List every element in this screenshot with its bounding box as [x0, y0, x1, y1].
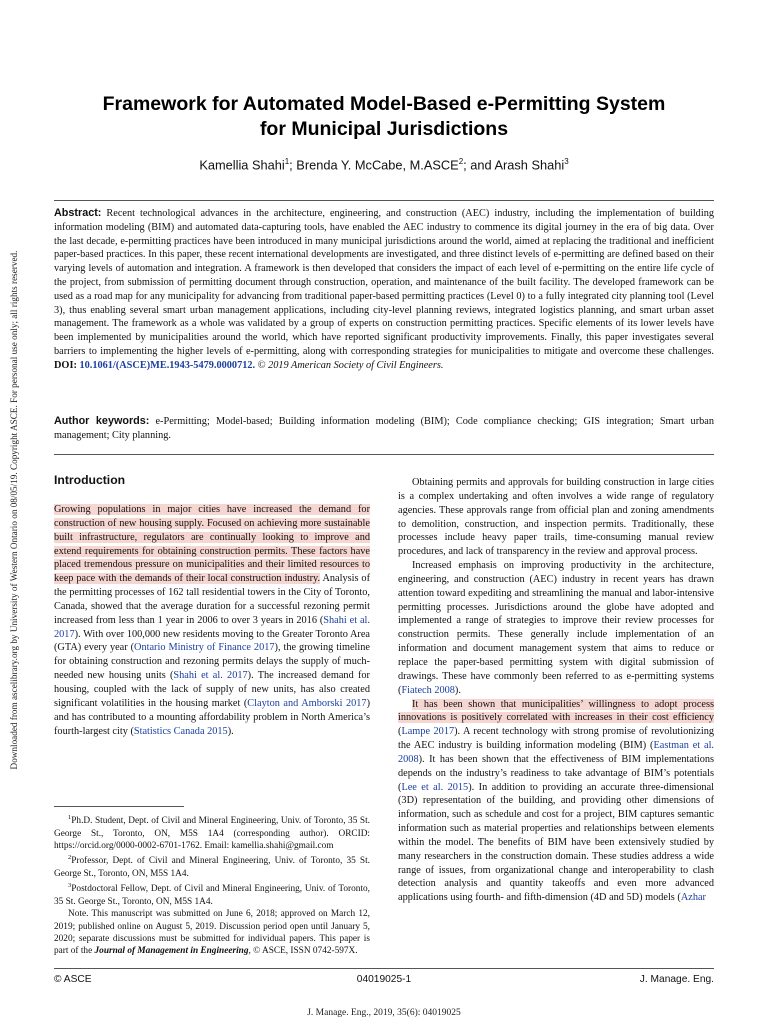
body-text: ). [227, 725, 234, 737]
bottom-citation: J. Manage. Eng., 2019, 35(6): 04019025 [307, 1008, 461, 1018]
author-separator: ; [289, 157, 297, 173]
footnote-marker: 2 [68, 854, 72, 862]
right-column-body [398, 476, 714, 905]
body-text: ). In addition to providing an accurate three-dimensional (3D) representation of the building, and providing other dimensions of information, such as schedule and cost for a project, BIM captures semantic information such as material properties and relationships between elements within the model. The benefits of BIM have been extensively studied by many researchers in the construction domain. These studies address a wide range of issues, from organizational change and interoperability to clash detection analysis and quantity takeoffs and even more advanced applications using fourth- and fifth-dimension (4D and 5D) models ( [398, 781, 715, 904]
citation-link[interactable]: Shahi et al. 2017 [54, 614, 370, 640]
author-name: Brenda Y. McCabe, M.ASCE [296, 157, 459, 173]
footnote-marker: 3 [68, 882, 72, 890]
author-affiliation-marker: 2 [458, 157, 464, 166]
citation-link[interactable]: Fiatech 2008 [401, 684, 455, 696]
footnote-text: Postdoctoral Fellow, Dept. of Civil and Mineral Engineering, Univ. of Toronto, 35 St. George St., Toronto, ON, M5S 1A4. [54, 884, 370, 907]
author-affiliation-marker: 1 [284, 157, 290, 166]
footer-journal-abbrev: J. Manage. Eng. [639, 974, 714, 985]
footnote-rule [54, 806, 184, 807]
body-text: ) and has contributed to a mounting affordability problem in North America’s fourth-largest city ( [54, 697, 370, 737]
citation-link[interactable]: Lee et al. 2015 [401, 781, 469, 793]
body-text: ). It has been shown that the effectiveness of BIM implementations depends on the industry’s readiness to take advantage of BIM’s potentials ( [398, 753, 714, 793]
copyright-notice: © 2019 American Society of Civil Engineers. [257, 359, 444, 371]
citation-link[interactable]: Eastman et al. 2008 [398, 740, 715, 765]
journal-name: Journal of Management in Engineering [94, 946, 249, 957]
body-text: Increased emphasis on improving productivity in the architecture, engineering, and construction (AEC) industry in recent years has drawn attention toward expediting and streamlining the manual and labor-intensive permitting processes. Jurisdictions around the globe have adopted and implemented a range of strategies to improve their review processes for construction permits. These generally include implementation of an information and document management system that aims to reduce or replace the paper-based permitting system with digital submission of drawings. These have commonly been referred to as e-permitting systems ( [398, 560, 714, 696]
citation-link[interactable]: Clayton and Amborski 2017 [247, 697, 367, 709]
doi-link[interactable]: 10.1061/(ASCE)ME.1943-5479.0000712. [79, 359, 256, 371]
left-column-body [54, 503, 370, 738]
citation-link[interactable]: Ontario Ministry of Finance 2017 [134, 642, 275, 654]
abstract-top-rule [54, 200, 714, 201]
body-text: ). The increased demand for housing, coupled with the lack of supply of new units, has also created significant volatilities in the housing market ( [54, 670, 370, 709]
author-name: Kamellia Shahi [199, 157, 285, 173]
keywords-label: Author keywords: [54, 415, 150, 427]
footer-rule [54, 968, 714, 969]
body-text: ). A recent technology with strong promise of revolutionizing the AEC industry is building information modeling (BIM) ( [398, 726, 714, 752]
download-notice-sidebar [0, 200, 18, 820]
footnote-text: Professor, Dept. of Civil and Mineral Engineering, Univ. of Toronto, 35 St. George St., Toronto, ON, M5S 1A4. [54, 856, 370, 879]
citation-link[interactable]: Shahi et al. 2017 [173, 670, 248, 682]
body-text: ). [454, 684, 461, 696]
citation-link[interactable]: Azhar [680, 892, 706, 904]
footnotes [54, 812, 370, 958]
author-keywords [54, 415, 714, 443]
body-text: ). With over 100,000 new residents moving to the Greater Toronto Area (GTA) every year ( [54, 628, 370, 654]
body-text: Analysis of the permitting processes of 162 tall residential towers in the City of Toronto, Canada, showed that the average duration for a successful rezoning permit increased from less than 1 year in 2006 to over 3 years in 2016 ( [54, 573, 371, 626]
title-line-1: Framework for Automated Model-Based e-Permitting System [102, 93, 666, 115]
footer-article-number: 04019025-1 [356, 974, 412, 985]
submission-note: Note. This manuscript was submitted on June 6, 2018; approved on March 12, 2019; published online on August 5, 2019. Discussion period open until January 5, 2020; separate discussions must be submitted for individual papers. This paper is part of the [54, 909, 370, 957]
section-heading-introduction: Introduction [54, 473, 126, 487]
citation-link[interactable]: Lampe 2017 [401, 726, 455, 738]
paper-title [54, 92, 714, 142]
author-name: Arash Shahi [494, 157, 565, 173]
body-text: ), the growing timeline for obtaining construction and rezoning permits delays the supply of much-needed new housing units ( [54, 642, 370, 682]
abstract-text: Recent technological advances in the architecture, engineering, and construction (AEC) industry, including the implementation of building information modeling (BIM) and automated data-capturing tools, have enabled the AEC industry to commence its digital journey in the era of big data. Over the last decade, e-permitting practices have been introduced in many municipal jurisdictions around the world, aimed at replacing the traditional and inefficient paper-based practices. In this paper, these recent international developments are investigated, and three distinct levels of e-permitting are defined based on their varying levels of automation and integration. A framework is then developed that considers the impact of each level of e-permitting on the entire life cycle of the project, from submission of permitting document through construction, operation, and maintenance of the built facility. The developed framework can be used as a road map for any municipality for advancing from traditional paper-based permitting practices (Level 0) to a fully integrated city planning tool (Level 3), thus enabling several smart urban management applications, including city-level planning reviews, integrated logistics planning, and smart urban asset management. The framework as a whole was validated by a group of experts on construction permitting practices. Specific elements of its lower levels have been implemented by municipalities around the world, which have reported significant productivity improvements. Finally, this paper investigates several barriers to implementing the higher levels of e-permitting, along with corresponding strategies for municipalities to mitigate and overcome these challenges. [54, 208, 714, 357]
doi-label: DOI: [54, 359, 77, 371]
footer-copyright: © ASCE [54, 974, 92, 985]
author-separator: ; and [463, 157, 495, 173]
highlighted-passage: It has been shown that municipalities’ willingness to adopt process innovations is positively correlated with increases in their cost efficiency [398, 698, 714, 724]
footnote-text: Ph.D. Student, Dept. of Civil and Mineral Engineering, Univ. of Toronto, 35 St. George St., Toronto, ON, M5S 1A4 (corresponding author). ORCID: https://orcid.org/0000-0002-6701-1762. Email: kamellia.shahi@gmail.com [54, 816, 370, 851]
keywords-bottom-rule [54, 454, 714, 455]
author-affiliation-marker: 3 [564, 157, 569, 166]
body-text: ( [398, 726, 402, 738]
keywords-text: e-Permitting; Model-based; Building information modeling (BIM); Code compliance checking; GIS integration; Smart urban management; City planning. [54, 416, 714, 441]
footnote-marker: 1 [68, 814, 72, 821]
abstract [54, 207, 714, 373]
title-line-2: for Municipal Jurisdictions [259, 118, 509, 140]
download-notice-text: Downloaded from ascelibrary.org by University of Western Ontario on 08/05/19. Copyright ASCE. For personal use only; all rights reserved. [9, 250, 19, 770]
highlighted-passage: Growing populations in major cities have increased the demand for construction of new housing supply. Focused on achieving more sustainable built infrastructure, regulators are continually looking to improve and extend requirements for obtaining construction permits. These factors have placed tremendous pressure on municipalities and their limited resources to keep pace with the demands of their local construction industry. [54, 504, 370, 585]
paragraph: Obtaining permits and approvals for building construction in large cities is a complex undertaking and often involves a wide range of regulatory agencies. These approvals range from official plan and zoning amendments to demolition, construction, and inspection permits. Traditionally, these processes include heavy paper trails, time-consuming manual review procedures, and lack of transparency in the review and approval process. [398, 477, 714, 558]
submission-note-end: , © ASCE, ISSN 0742-597X. [248, 946, 358, 957]
abstract-label: Abstract: [54, 207, 102, 219]
author-list [54, 157, 714, 172]
citation-link[interactable]: Statistics Canada 2015 [133, 725, 228, 737]
